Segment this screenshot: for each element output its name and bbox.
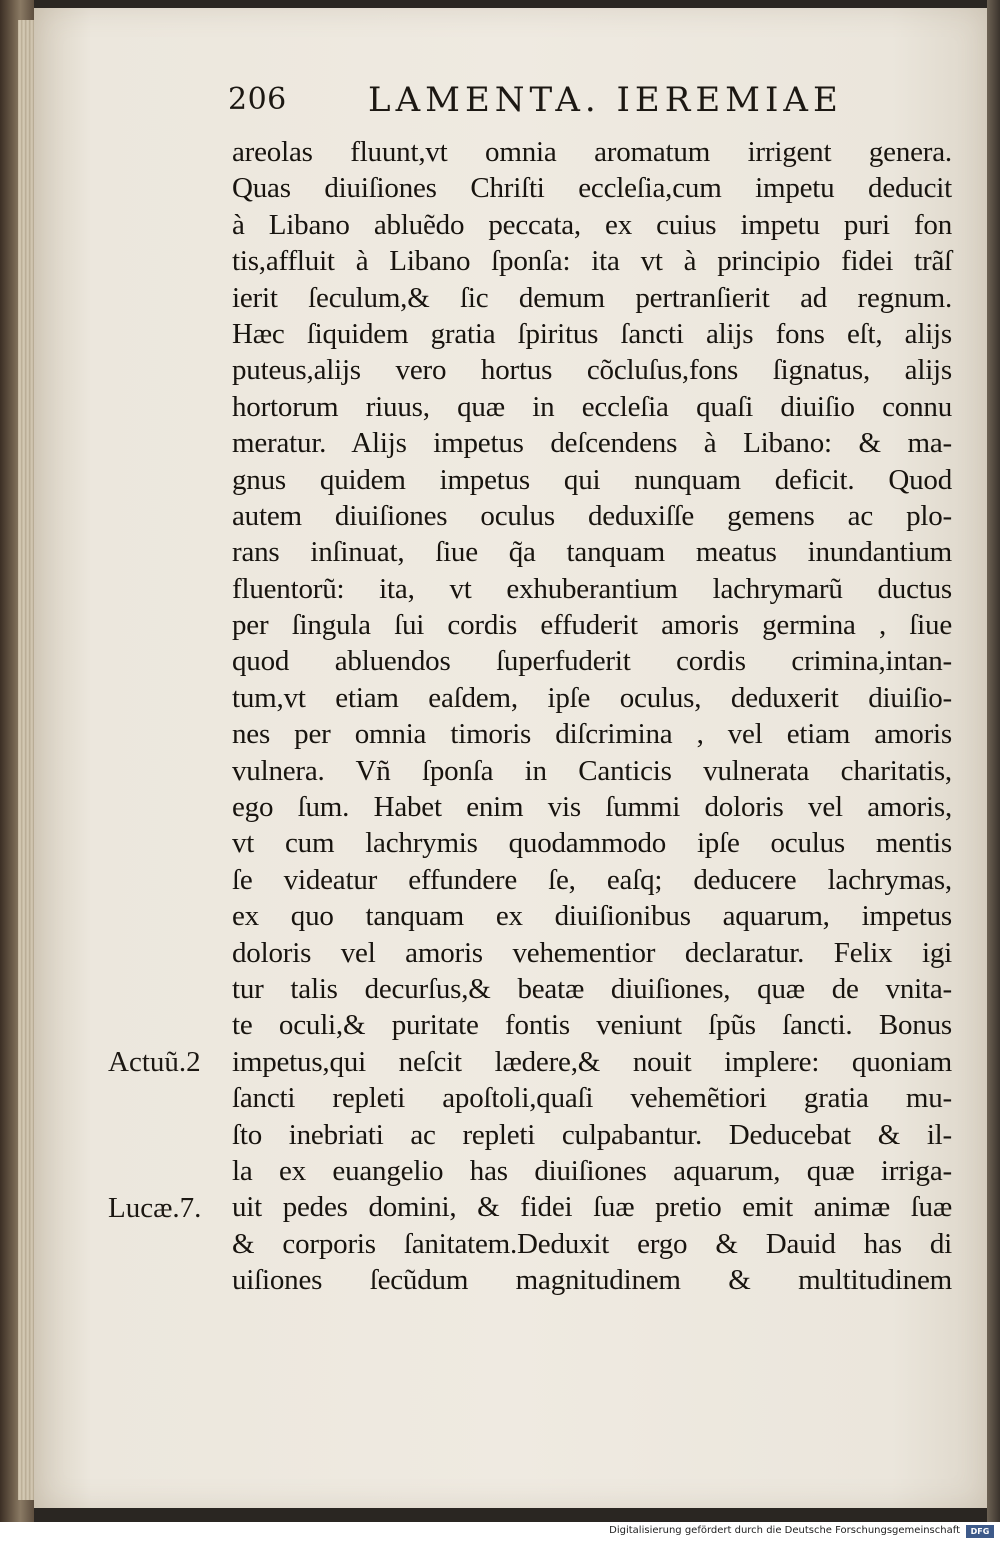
text-line: tum,vt etiam eaſdem, ipſe oculus, deduxerit diuiſio- bbox=[232, 681, 952, 714]
body-text bbox=[232, 134, 952, 1299]
text-line: ſto inebriati ac repleti culpabantur. Deducebat & il- bbox=[232, 1118, 952, 1151]
credit-text: Digitalisierung gefördert durch die Deutsche Forschungsgemeinschaft bbox=[609, 1525, 960, 1536]
text-line: tis,affluit à Libano ſponſa: ita vt à principio fidei trãſ bbox=[232, 245, 952, 278]
text-line: ex quo tanquam ex diuiſionibus aquarum, impetus bbox=[232, 900, 952, 933]
marginal-note: Lucæ.7. bbox=[108, 1191, 202, 1224]
text-line: ſe videatur effundere ſe, eaſq; deducere lachrymas, bbox=[232, 863, 952, 896]
text-line: nes per omnia timoris diſcrimina , vel etiam amoris bbox=[232, 718, 952, 751]
text-line: gnus quidem impetus qui nunquam deficit. Quod bbox=[232, 463, 952, 496]
page-shadow bbox=[987, 0, 1000, 1522]
text-line: à Libano abluẽdo peccata, ex cuius impetu puri fon bbox=[232, 208, 952, 241]
page-number: 206 bbox=[228, 82, 287, 117]
text-line: ſancti repleti apoſtoli,quaſi vehemẽtiori gratia mu- bbox=[232, 1082, 952, 1115]
text-line: & corporis ſanitatem.Deduxit ergo & Dauid has di bbox=[232, 1227, 952, 1260]
text-line: uit pedes domini, & fidei ſuæ pretio emit animæ ſuæ bbox=[232, 1191, 952, 1224]
text-line: rans inſinuat, ſiue q̃a tanquam meatus inundantium bbox=[232, 536, 952, 569]
text-line: tur talis decurſus,& beatæ diuiſiones, quæ de vnita- bbox=[232, 972, 952, 1005]
text-line: te oculi,& puritate fontis veniunt ſpũs ſancti. Bonus bbox=[232, 1009, 952, 1042]
text-line: vulnera. Vñ ſponſa in Canticis vulnerata charitatis, bbox=[232, 754, 952, 787]
text-line: ierit ſeculum,& ſic demum pertranſierit ad regnum. bbox=[232, 281, 952, 314]
text-line: per ſingula ſui cordis effuderit amoris germina , ſiue bbox=[232, 609, 952, 642]
text-line: vt cum lachrymis quodammodo ipſe oculus mentis bbox=[232, 827, 952, 860]
text-line: impetus,qui neſcit lædere,& nouit implere: quoniam bbox=[232, 1045, 952, 1078]
text-line: Hæc ſiquidem gratia ſpiritus ſancti alijs fons eſt, alijs bbox=[232, 317, 952, 350]
text-line: la ex euangelio has diuiſiones aquarum, quæ irriga- bbox=[232, 1154, 952, 1187]
text-line: uiſiones ſecũdum magnitudinem & multitudinem bbox=[232, 1264, 952, 1297]
running-head bbox=[220, 80, 860, 130]
text-line: areolas fluunt,vt omnia aromatum irrigent genera. bbox=[232, 136, 952, 168]
text-line: quod abluendos ſuperfuderit cordis crimina,intan- bbox=[232, 645, 952, 678]
text-line: Quas diuiſiones Chriſti eccleſia,cum impetu deducit bbox=[232, 172, 952, 205]
text-line: fluentorũ: ita, vt exhuberantium lachrymarũ ductus bbox=[232, 572, 952, 605]
text-line: hortorum riuus, quæ in eccleſia quaſi diuiſio connu bbox=[232, 390, 952, 423]
text-line: ego ſum. Habet enim vis ſummi doloris vel amoris, bbox=[232, 791, 952, 824]
text-line: doloris vel amoris vehementior declaratur. Felix igi bbox=[232, 936, 952, 969]
text-line: meratur. Alijs impetus deſcendens à Libano: & ma- bbox=[232, 427, 952, 460]
text-line: autem diuiſiones oculus deduxiſſe gemens ac plo- bbox=[232, 499, 952, 532]
running-title: LAMENTA. IEREMIAE bbox=[368, 80, 843, 120]
text-line: puteus,alijs vero hortus cõcluſus,fons ſignatus, alijs bbox=[232, 354, 952, 387]
dfg-logo: DFG bbox=[966, 1525, 994, 1538]
credit-bar bbox=[0, 1522, 1000, 1541]
marginal-note: Actuũ.2 bbox=[108, 1046, 201, 1078]
